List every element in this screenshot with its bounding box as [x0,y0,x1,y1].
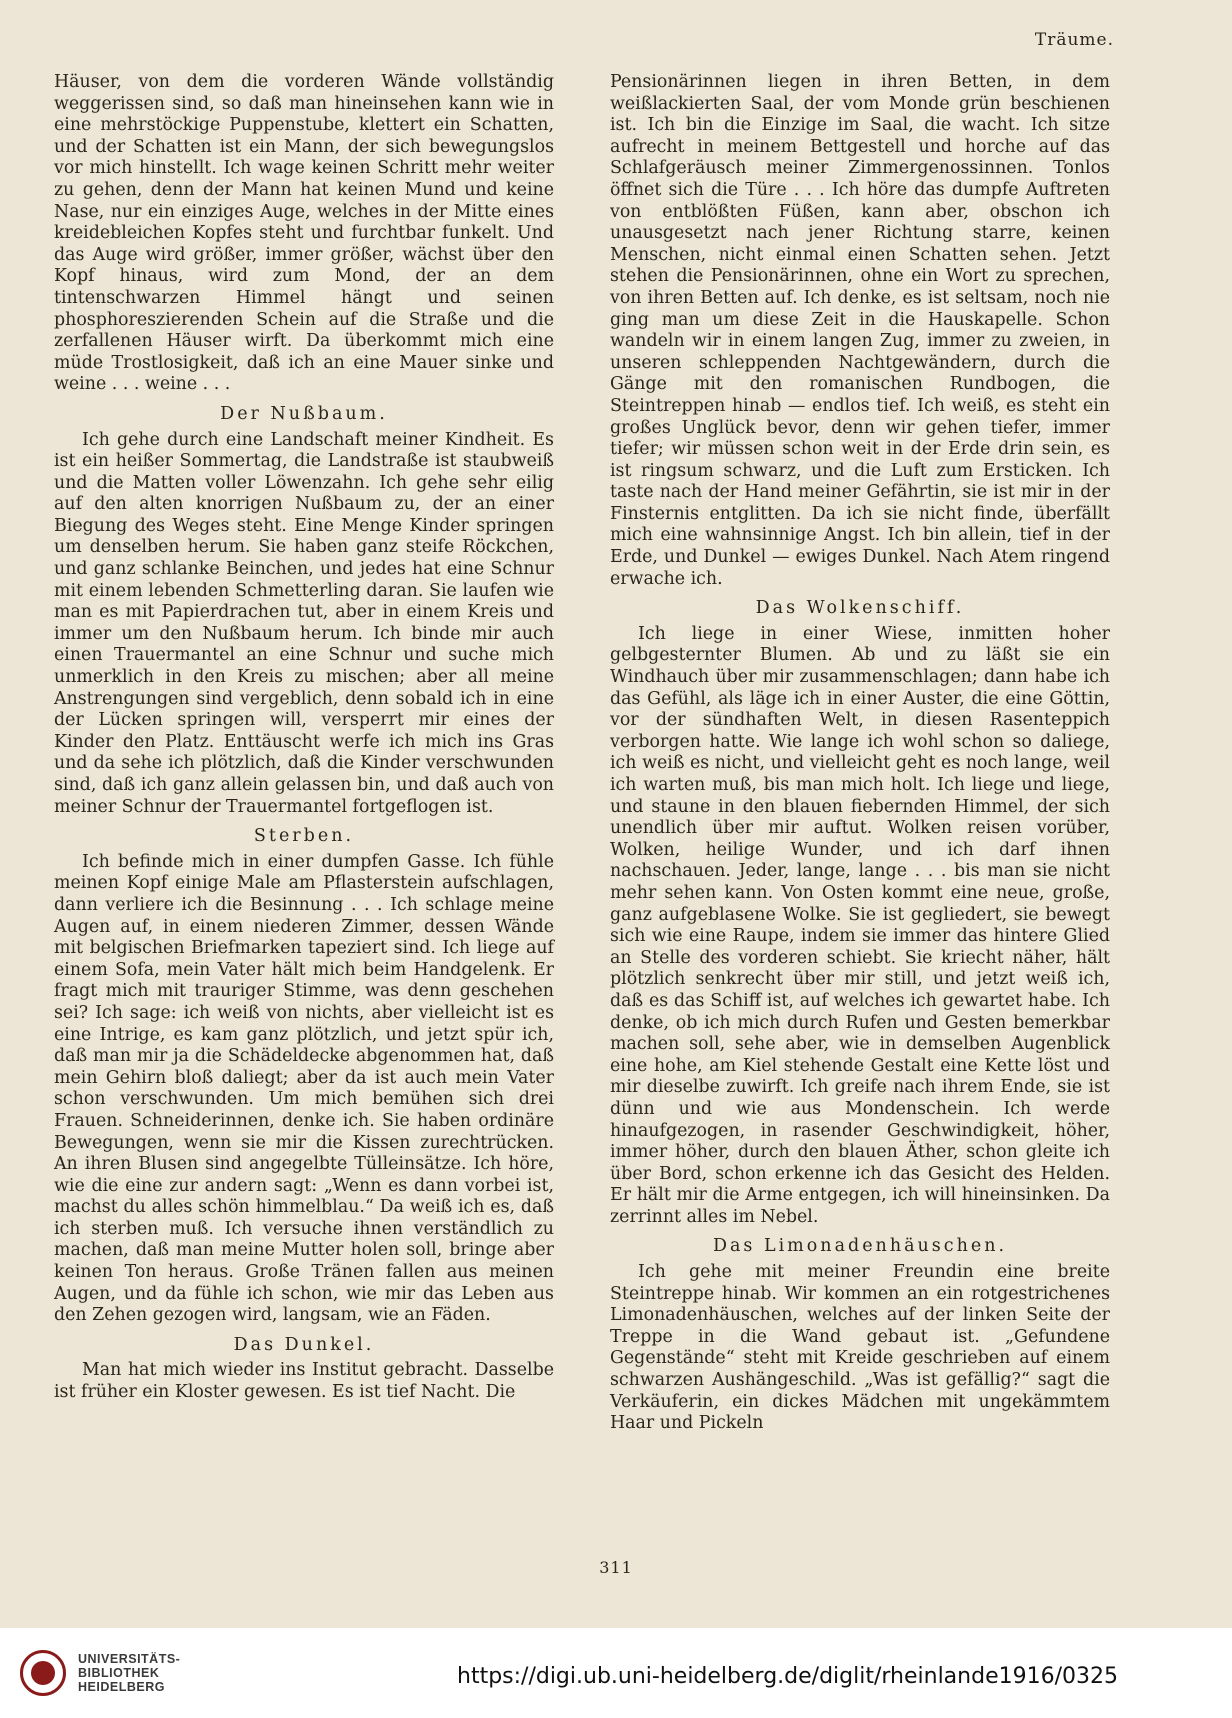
library-name-line2: BIBLIOTHEK [78,1666,160,1680]
left-intro-paragraph: Häuser, von dem die vorderen Wände vollständig weggerissen sind, so daß man hineinsehen kann wie in eine mehrstöckige Puppenstube, klettert ein Schatten, und der Schatten ist ein Mann, der sich bewegungslos vor mich hinstellt. Ich wage keinen Schritt mehr weiter zu gehen, denn der Mann hat keinen Mund und keine Nase, nur ein einziges Auge, welches in der Mitte eines kreidebleichen Kopfes steht und furchtbar funkelt. Und das Auge wird größer, immer größer, wächst über den Kopf hinaus, wird zum Mond, der an dem tintenschwarzen Himmel hängt und seinen phosphoreszierenden Schein auf die Straße und die zerfallenen Häuser wirft. Da überkommt mich eine müde Trostlosigkeit, daß ich an eine Mauer sinke und weine . . . weine . . . [54,72,554,395]
page-number: 311 [599,1558,633,1577]
section-title-nussbaum: Der Nußbaum. [220,403,388,424]
university-seal-icon [20,1650,66,1696]
library-name [78,1652,180,1694]
section-text-wolkenschiff: Ich liege in einer Wiese, inmitten hoher gelbgesternter Blumen. Ab und zu läßt sie ein Windhauch über mir zusammenschlagen; dann habe ich das Gefühl, als läge ich in einer Auster, die eine Göttin, vor der sündhaften Welt, in diesen Rasenteppich verborgen hatte. Wie lange ich wohl schon so daliege, ich weiß es nicht, und vielleicht geht es noch lange, weil ich warten muß, bis man mich holt. Ich liege und liege, und staune in den blauen fiebernden Himmel, der sich unendlich über mir auftut. Wolken reisen vorüber, Wolken, heilige Wunder, und ich darf ihnen nachschauen. Jeder, lange, lange . . . bis man sie nicht mehr sehen kann. Von Osten kommt eine neue, große, ganz aufgeblasene Wolke. Sie ist gegliedert, sie bewegt sich wie eine Raupe, indem sie immer das hintere Glied an Stelle des vorderen schiebt. Sie kriecht näher, hält plötzlich senkrecht über mir still, und jetzt weiß ich, daß es das Schiff ist, auf welches ich gewartet habe. Ich denke, ob ich mich durch Rufen und Gesten bemerkbar machen soll, sehe aber, wie in demselben Augenblick eine hohe, am Kiel stehende Gestalt eine Kette löst und mir dieselbe zuwirft. Ich greife nach ihrem Ende, sie ist dünn und wie aus Mondenschein. Ich werde hinaufgezogen, in rasender Geschwindigkeit, höher, immer höher, durch den blauen Äther, schon gleite ich über Bord, schon erkenne ich das Gesicht des Helden. Er hält mir die Arme entgegen, ich will hineinsinken. Da zerrinnt alles im Nebel. [610,623,1110,1227]
library-name-line3: HEIDELBERG [78,1680,165,1694]
section-title-sterben: Sterben. [253,826,355,847]
running-head: Träume. [1034,30,1114,50]
left-column [54,72,554,1404]
library-name-line1: UNIVERSITÄTS- [78,1652,181,1666]
right-intro-paragraph: Pensionärinnen liegen in ihren Betten, in dem weißlackierten Saal, der vom Monde grün beschienen ist. Ich bin die Einzige im Saal, die wacht. Ich sitze aufrecht in meinem Bettgestell und horche auf das Schlafgeräusch meiner Zimmergenossinnen. Tonlos öffnet sich die Türe . . . Ich höre das dumpfe Auftreten von entblößten Füßen, kann aber, obschon ich unausgesetzt nach jener Richtung starre, keinen Menschen, nicht einmal einen Schatten sehen. Jetzt stehen die Pensionärinnen, ohne ein Wort zu sprechen, von ihren Betten auf. Ich denke, es ist seltsam, noch nie ging man um diese Zeit in die Hauskapelle. Schon wandeln wir in einem langen Zug, immer zu zweien, in unseren schleppenden Nachtgewändern, durch die Gänge mit den romanischen Rundbogen, die Steintreppen hinab — endlos tief. Ich weiß, es steht ein großes Unglück bevor, denn wir gehen tiefer, immer tiefer; wir müssen schon weit in der Erde drin sein, es ist ringsum schwarz, und die Luft zum Ersticken. Ich taste nach der Hand meiner Gefährtin, sie ist mir in der Finsternis entglitten. Da ich sie nicht finde, überfällt mich eine wahnsinnige Angst. Ich bin allein, tief in der Erde, und Dunkel — ewiges Dunkel. Nach Atem ringend erwache ich. [610,72,1110,589]
footer-bar [0,1628,1232,1718]
section-text-dunkel: Man hat mich wieder ins Institut gebracht. Dasselbe ist früher ein Kloster gewesen. Es ist tief Nacht. Die [54,1360,554,1403]
section-text-limonadenhaeuschen: Ich gehe mit meiner Freundin eine breite Steintreppe hinab. Wir kommen an ein rotgestrichenes Limonadenhäuschen, welches auf der linken Seite der Treppe in die Wand gebaut ist. „Gefundene Gegenstände“ steht mit Kreide geschrieben auf einem schwarzen Aushängeschild. „Was ist gefällig?“ sagt die Verkäuferin, ein dickes Mädchen mit ungekämmtem Haar und Pickeln [610,1262,1110,1434]
section-title-dunkel: Das Dunkel. [233,1334,375,1355]
right-column [610,72,1110,1435]
source-url-link[interactable]: https://digi.ub.uni-heidelberg.de/diglit/rheinlande1916/0325 [457,1664,1118,1689]
section-title-wolkenschiff: Das Wolkenschiff. [755,598,965,619]
section-title-limonadenhaeuschen: Das Limonadenhäuschen. [712,1236,1008,1257]
section-text-sterben: Ich befinde mich in einer dumpfen Gasse. Ich fühle meinen Kopf einige Male am Pflasterstein aufschlagen, dann verliere ich die Besinnung . . . Ich schlage meine Augen auf, in einem niederen Zimmer, dessen Wände mit belgischen Briefmarken tapeziert sind. Ich liege auf einem Sofa, mein Vater hält mich beim Handgelenk. Er fragt mich mit trauriger Stimme, was denn geschehen sei? Ich sage: ich weiß von nichts, aber vielleicht ist es eine Intrige, es kam ganz plötzlich, und jetzt spür ich, daß man mir ja die Schädeldecke abgenommen hat, daß mein Gehirn bloß daliegt; aber da ist auch mein Vater schon verschwunden. Um mich bemühen sich drei Frauen. Schneiderinnen, denke ich. Sie haben ordinäre Bewegungen, wenn sie mir die Kissen zurechtrücken. An ihren Blusen sind angegelbte Tülleinsätze. Ich höre, wie die eine zur andern sagt: „Wenn es dann vorbei ist, machst du alles schön himmelblau.“ Da weiß ich es, daß ich sterben muß. Ich versuche ihnen verständlich zu machen, daß man meine Mutter holen soll, bringe aber keinen Ton heraus. Große Tränen fallen aus meinen Augen, und da fühle ich schon, wie mir das Leben aus den Zehen gezogen wird, langsam, wie an Fäden. [54,851,554,1326]
library-logo[interactable] [20,1650,180,1696]
section-text-nussbaum: Ich gehe durch eine Landschaft meiner Kindheit. Es ist ein heißer Sommertag, die Landstraße ist staubweiß und die Matten voller Löwenzahn. Ich gehe sehr eilig auf den alten knorrigen Nußbaum zu, der an einer Biegung des Weges steht. Eine Menge Kinder springen um denselben herum. Sie haben ganz steife Röckchen, und ganz schlanke Beinchen, und jedes hat eine Schnur mit einem lebenden Schmetterling daran. Sie laufen wie man es mit Papierdrachen tut, aber in einem Kreis und immer um den Nußbaum herum. Ich binde mir auch einen Trauermantel an eine Schnur und suche mich unmerklich in den Kreis zu mischen; aber all meine Anstrengungen sind vergeblich, denn sobald ich in eine der Lücken springen will, versperrt mir eines der Kinder den Platz. Enttäuscht werfe ich mich ins Gras und da sehe ich plötzlich, daß die Kinder verschwunden sind, daß ich ganz allein gelassen bin, und daß auch von meiner Schnur der Trauermantel fortgeflogen ist. [54,429,554,817]
